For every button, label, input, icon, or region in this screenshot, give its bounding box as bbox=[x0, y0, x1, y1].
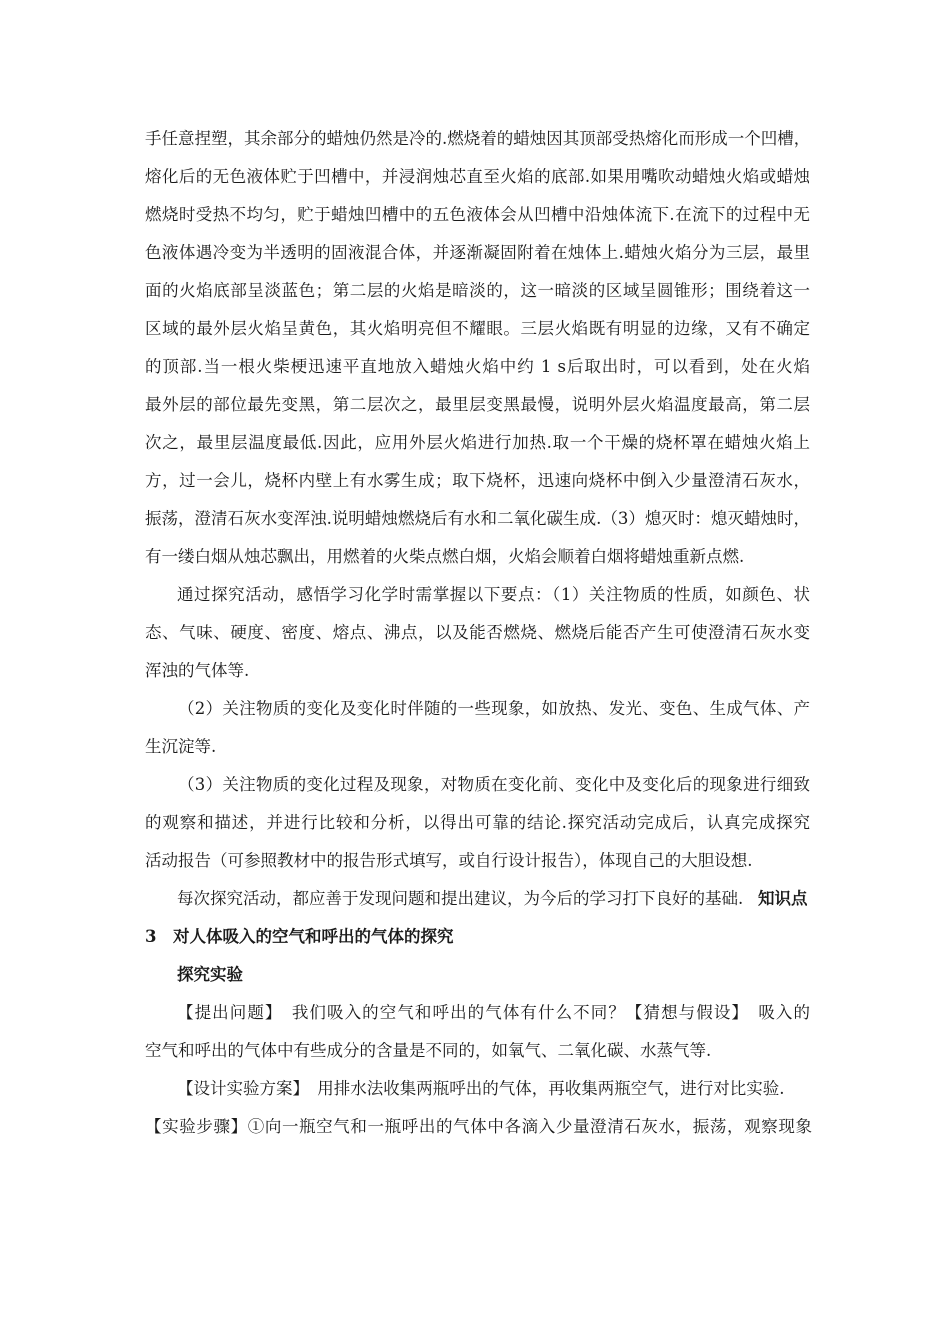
paragraph-line-18: （3）关注物质的变化过程及现象，对物质在变化前、变化中及变化后的现象进行细致 bbox=[178, 775, 810, 794]
section-heading: 3 对人体吸入的空气和呼出的气体的探究 bbox=[145, 927, 454, 946]
paragraph-line-8: 最外层的部位最先变黑，第二层次之，最里层变黑最慢，说明外层火焰温度最高，第二层 bbox=[145, 395, 810, 414]
paragraph-line-3: 燃烧时受热不均匀，贮于蜡烛凹槽中的五色液体会从凹槽中沿烛体流下.在流下的过程中无 bbox=[145, 205, 810, 224]
paragraph-line-13: 通过探究活动，感悟学习化学时需掌握以下要点：（1）关注物质的性质，如颜色、状 bbox=[177, 585, 810, 604]
paragraph-line-7: 的顶部.当一根火柴梗迅速平直地放入蜡烛火焰中约 1 s后取出时，可以看到，处在火焰 bbox=[145, 357, 810, 376]
paragraph-line-19: 的观察和描述，并进行比较和分析，以得出可靠的结论.探究活动完成后，认真完成探究 bbox=[145, 813, 810, 832]
paragraph-line-10: 方，过一会儿，烧杯内壁上有水雾生成；取下烧杯，迅速向烧杯中倒入少量澄清石灰水， bbox=[145, 471, 810, 490]
paragraph-line-14: 态、气味、硬度、密度、熔点、沸点，以及能否燃烧、燃烧后能否产生可使澄清石灰水变 bbox=[145, 623, 810, 642]
paragraph-line-5: 面的火焰底部呈淡蓝色；第二层的火焰是暗淡的，这一暗淡的区域呈圆锥形；围绕着这一 bbox=[145, 281, 810, 300]
paragraph-line-15: 浑浊的气体等. bbox=[145, 661, 250, 680]
paragraph-line-26: 空气和呼出的气体中有些成分的含量是不同的，如氧气、二氧化碳、水蒸气等. bbox=[145, 1041, 712, 1060]
subsection-heading: 探究实验 bbox=[177, 965, 243, 984]
paragraph-line-25: 【提出问题】 我们吸入的空气和呼出的气体有什么不同？【猜想与假设】 吸入的 bbox=[177, 1003, 810, 1022]
paragraph-line-1: 手任意捏塑，其余部分的蜡烛仍然是冷的.燃烧着的蜡烛因其顶部受热熔化而形成一个凹槽， bbox=[145, 129, 810, 148]
paragraph-line-17: 生沉淀等. bbox=[145, 737, 217, 756]
paragraph-line-20: 活动报告（可参照教材中的报告形式填写，或自行设计报告），体现自己的大胆设想. bbox=[145, 851, 753, 870]
paragraph-line-21: 每次探究活动，都应善于发现问题和提出建议，为今后的学习打下良好的基础. bbox=[177, 889, 744, 908]
paragraph-line-4: 色液体遇冷变为半透明的固液混合体，并逐渐凝固附着在烛体上.蜡烛火焰分为三层，最里 bbox=[145, 243, 810, 262]
knowledge-point-label: 知识点 bbox=[758, 889, 808, 908]
paragraph-line-6: 区域的最外层火焰呈黄色，其火焰明亮但不耀眼。三层火焰既有明显的边缘，又有不确定 bbox=[145, 319, 810, 338]
paragraph-line-16: （2）关注物质的变化及变化时伴随的一些现象，如放热、发光、变色、生成气体、产 bbox=[178, 699, 810, 718]
paragraph-line-27: 【设计实验方案】 用排水法收集两瓶呼出的气体，再收集两瓶空气，进行对比实验. bbox=[177, 1079, 785, 1098]
paragraph-line-28: 【实验步骤】①向一瓶空气和一瓶呼出的气体中各滴入少量澄清石灰水，振荡，观察现象 bbox=[145, 1117, 812, 1136]
paragraph-line-11: 振荡，澄清石灰水变浑浊.说明蜡烛燃烧后有水和二氧化碳生成.（3）熄灭时：熄灭蜡烛时， bbox=[145, 509, 810, 528]
paragraph-line-12: 有一缕白烟从烛芯飘出，用燃着的火柴点燃白烟，火焰会顺着白烟将蜡烛重新点燃. bbox=[145, 547, 745, 566]
paragraph-line-2: 熔化后的无色液体贮于凹槽中，并浸润烛芯直至火焰的底部.如果用嘴吹动蜡烛火焰或蜡烛 bbox=[145, 167, 810, 186]
paragraph-line-9: 次之，最里层温度最低.因此，应用外层火焰进行加热.取一个干燥的烧杯罩在蜡烛火焰上 bbox=[145, 433, 810, 452]
